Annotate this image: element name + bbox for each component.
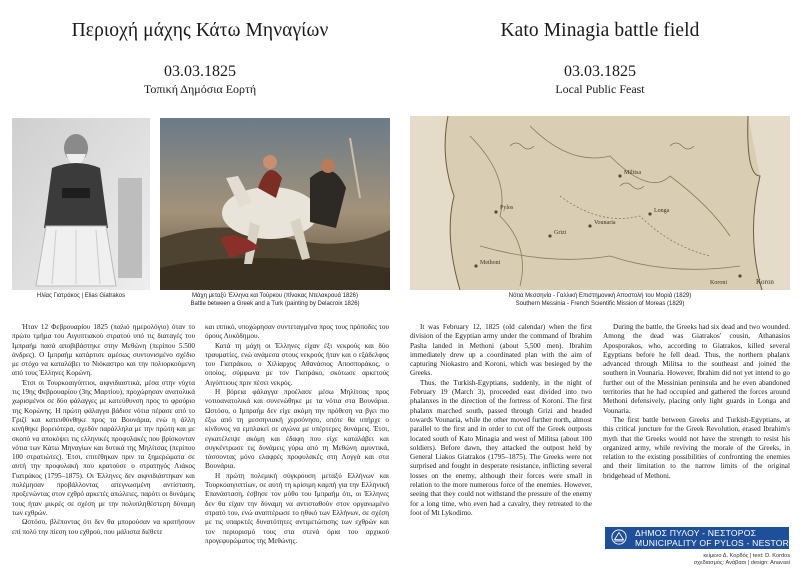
english-date: 03.03.1825 (564, 63, 636, 80)
paragraph: και ιππικό, υποχώρησαν συντεταγμένα προς τους πρόποδες του όρους Λυκόδημου. (205, 323, 389, 341)
municipality-logo (605, 527, 789, 549)
paragraph: During the battle, the Greeks had six dead and two wounded. Among the dead was Giatrakos' cousin, Athanasios Aposporakos, who, according to Giatrakos, killed several Egyptians before he fell dead. Thus, the northern phalanx advanced through Militsa to the southeast and joined the southern in Vounaria. However, Ibrahim did not yet intend to go further out of the Messinian peninsula and he even abandoned territories that he had occupied and gathered the forces around Methoni defensively, placing only light guards in Longa and Vounaria. (603, 323, 790, 415)
credit-design: σχεδιασμός: Ανάβασι | design: Anavasi (693, 560, 790, 566)
delacroix-painting (160, 118, 390, 290)
credits (694, 553, 790, 567)
map-label: Koron (756, 278, 774, 286)
paragraph: Thus, the Turkish-Egyptians, suddenly, in the night of February 19 (March 3), proceeded east divided into two phalanxes in the direction of the fortress of Koroni. The first phalanx marched south, passed through Grizi and headed towards Vounaria, while the other moved further north, almost parallel to the first and in order to cut off the Greek outposts located south of Kato Minagia and west of Militsa (about 100 soldiers). Before dawn, they attacked the outpost held by General Liakos Giatrakos (1795–1875). The Greeks were not surprised and fought in desperate resistance, inflicting several losses on the enemy, although their forces were small in relation to the more numerous force of the enemies. However, seeing that they could not withstand the pressure of the enemy for a long time, who even had a cavalry, they retreated to the foot of Mt Lykodimo. (410, 378, 592, 517)
portrait-photo (12, 118, 150, 290)
map-label: Longa (654, 208, 670, 214)
paragraph: It was February 12, 1825 (old calendar) when the first division of the Egyptian army under the command of Ibrahim Pasha landed in Methoni (about 5,500 men). Ibrahim immediately drew up a coordinated plan with the aim of capturing Niokastro and Koroni, which was besieged by the Greeks. (410, 323, 592, 378)
english-subtitle: Local Public Feast (555, 82, 645, 96)
map-caption-english: Southern Messinia - French Scientific Mission of Moreas (1829) (515, 301, 685, 307)
greek-subtitle: Τοπική Δημόσια Εορτή (143, 82, 257, 96)
greek-text-column-1 (12, 323, 195, 537)
painting-caption-greek: Μάχη μεταξύ Έλληνα και Τούρκου (πίνακας Ντελακρουά 1826) (191, 293, 359, 299)
portrait-caption: Ηλίας Γιατράκος | Elias Giatrakos (36, 293, 126, 299)
painting-caption-english: Battle between a Greek and a Turk (painting by Delacroix 1826) (190, 301, 360, 307)
paragraph: Η πρώτη πολεμική σύγκρουση μεταξύ Ελλήνων και Τουρκοαιγυπτίων, σε αυτή τη κρίσιμη καμπή για την Ελληνική Επανάσταση, έσβησε τον μύθο του Ιμπραήμ ότι, οι Έλληνες δεν θα είχαν την δύναμη να αντισταθούν στον οργανωμένο στρατό του, ενώ αναπτέρωσε το ηθικό των Ελλήνων, σε σχέση με τις υπαρκτές δυνατότητες αντιμετώπισης των εχθρών και τον περιορισμό τους στα στενά όρια του αρχικού προγεφυρώματος της Μεθώνης. (205, 471, 389, 545)
map-label: Vounaria (594, 220, 616, 226)
map-label: Pylos (500, 205, 514, 211)
english-heading: Kato Minagia battle field (500, 20, 700, 41)
greek-date: 03.03.1825 (164, 63, 236, 80)
logo-text-english: MUNICIPALITY OF PYLOS - NESTOR (635, 538, 790, 548)
paragraph: The first battle between Greeks and Turkish-Egyptians, at this critical juncture for the Greek Revolution, erased Ibrahim's myth that the Greeks would not have the strength to resist his organized army, while reviving the morale of the Greeks, in relation to the existing possibilities of confronting the enemies and their limitation to the narrow limits of the original bridgehead of Methoni. (603, 415, 790, 480)
credit-text: κείμενο Δ. Κορδός | text: D. Kordos (703, 553, 790, 559)
map-label: Methoni (480, 260, 501, 266)
greek-heading: Περιοχή μάχης Κάτω Μηναγίων (71, 20, 329, 41)
paragraph: Η βόρεια φάλαγγα προέλασε μέσω Μηλίτσας προς νοτιοανατολικά και συνενώθηκε με τα νότια στα Βουνάρια. Ωστόσο, ο Ιμπραήμ δεν είχε ακόμη την πρόθεση να βγει πιο έξω από τη μεσσηνιακή χερσόνησο, οπότε θα υπήρχε ο κίνδυνος να εμπλακεί σε αγώνα με υπέρτερες δυνάμεις. Έτσι, εγκατέλειψε ακόμη και έδαφη που είχε καταλάβει και συγκέντρωσε τις δυνάμεις γύρω από τη Μεθώνη αμυντικά, τάσσοντας μόνο ελαφρές προφυλακές στη Λογγά και στα Βουνάρια. (205, 388, 389, 471)
paragraph: Ωστόσο, βλέποντας ότι δεν θα μπορούσαν να κρατήσουν επί πολύ την πίεση του εχθρού, που μάλιστα διέθετε (12, 518, 195, 536)
map-label: Militsa (624, 170, 642, 176)
map-caption-greek: Νότια Μεσσηνία - Γαλλική Επιστημονική Αποστολή του Μοριά (1829) (508, 293, 692, 299)
historical-map (410, 116, 790, 290)
municipality-seal-icon (611, 529, 627, 545)
paragraph: Έτσι οι Τουρκοαιγύπτιοι, αιφνιδιαστικά, μέσα στην νύχτα τις 19ης Φεβρουαρίου (3ης Μαρτίου), προχώρησαν ανατολικά χωρισμένοι σε δύο φάλαγγες με κατεύθυνση προς το φρούριο της Κορώνης. Η πρώτη φάλαγγα βάδισε νότια πέρασε από το Γριζί και κατευθύνθηκε προς τα Βουνάρια, ενώ η άλλη κινήθηκε βορειότερα, σχεδόν παράλληλα με την πρώτη και με σκοπό να αποκόψει τις ελληνικές προφυλακές που βρίσκονταν νότια των Κάτω Μηναγίων και δυτικά της Μηλίτσας (περίπου 100 στρατιώτες). Έτσι, επιτέθηκαν πριν τα ξημερώματα σε αυτή την προφυλακή που κρατούσε ο στρατηγός Λιάκος Γιατράκος (1795–1875). Οι Έλληνες δεν αιφνιδιάστηκαν και πολέμησαν προβάλλοντας απεγνωσμένη αντίσταση, προξενώντας στον εχθρό αρκετές απώλειες, παρότι οι δυνάμεις τους ήταν μικρές σε σχέση με την πολυπληθέστερη δύναμη των εχθρών. (12, 378, 195, 517)
map-label: Koroni (710, 280, 727, 286)
english-text-column-1 (410, 323, 592, 518)
map-label: Grizi (554, 230, 567, 236)
greek-text-column-2 (205, 323, 389, 546)
logo-text-greek: ΔΗΜΟΣ ΠΥΛΟΥ - ΝΕΣΤΟΡΟΣ (635, 528, 757, 538)
english-text-column-2 (603, 323, 790, 481)
paragraph: Κατά τη μάχη οι Έλληνες είχαν έξι νεκρούς και δύο τραυματίες, ενώ ανάμεσα στους νεκρούς ήταν και ο εξάδελφος του Γιατράκου, ο Χιλίαρχος Αθανάσιος Αποσποράκος, ο οποίος, σύμφωνα με τον Γιατράκο, σκότωσε αρκετούς Αιγύπτιους πριν πέσει νεκρός. (205, 341, 389, 387)
paragraph: Ήταν 12 Φεβρουαρίου 1825 (παλιό ημερολόγιο) όταν το πρώτο τμήμα του Αιγυπτιακού στρατού υπό τις διαταγές του Ιμπραήμ πασά αποβιβάστηκε στην Μεθώνη (περίπου 5.500 άνδρες). Ο Ιμπραήμ κατάρτισε αμέσως συντονισμένο σχέδιο με στόχο να καταλάβει το Νιόκαστρο και την πολιορκούμενη από τους Έλληνες Κορώνη. (12, 323, 195, 378)
